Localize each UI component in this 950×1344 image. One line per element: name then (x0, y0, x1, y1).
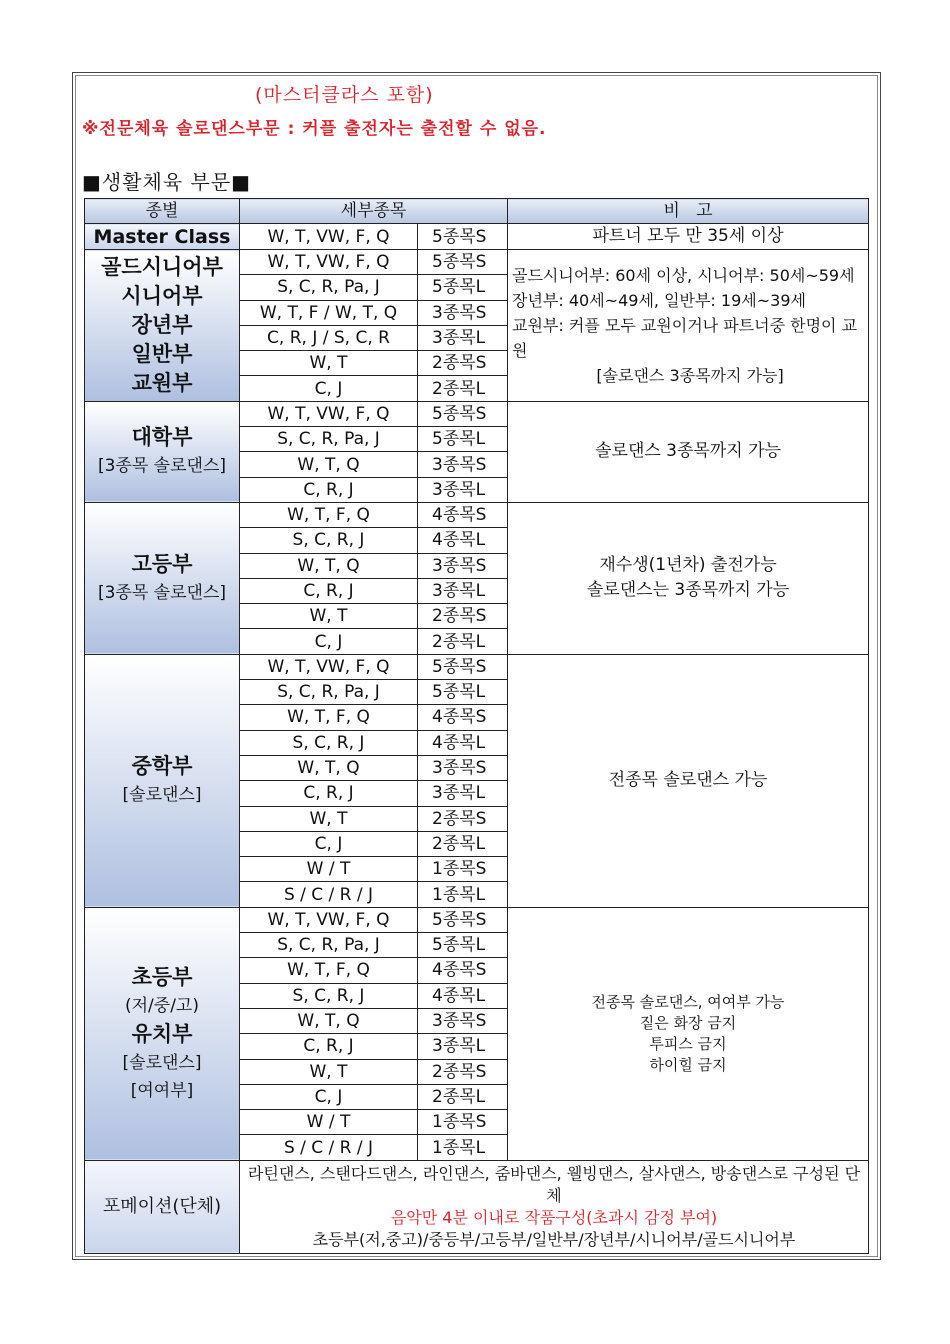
category-title: 고등부 (131, 551, 193, 576)
event-dances: W, T, Q (240, 755, 418, 780)
remark-line: 하이힐 금지 (649, 1055, 727, 1074)
formation-line1: 라틴댄스, 스탠다드댄스, 라인댄스, 줌바댄스, 웰빙댄스, 살사댄스, 방송댄스로 구성된 단체 (247, 1163, 861, 1205)
remark-line: 골드시니어부: 60세 이상, 시니어부: 50세~59세 (512, 265, 855, 285)
category-subtitle: [3종목 솔로댄스] (97, 582, 227, 603)
remarks-cell (508, 250, 869, 402)
event-count: 3종목L (418, 781, 508, 806)
formation-line2: 음악만 4분 이내로 작품구성(초과시 감정 부여) (390, 1207, 718, 1227)
event-dances: W, T, F, Q (240, 705, 418, 730)
event-dances: W, T, F / W, T, Q (240, 300, 418, 325)
table-row (85, 401, 869, 426)
remarks-cell (508, 654, 869, 907)
category-subtitle: (저/중/고) (125, 995, 199, 1016)
event-dances: W, T (240, 351, 418, 376)
category-title: 교원부 (131, 370, 193, 395)
event-count: 3종목L (418, 477, 508, 502)
event-dances: W, T, VW, F, Q (240, 224, 418, 250)
formation-line3: 초등부(저,중고)/중등부/고등부/일반부/장년부/시니어부/골드시니어부 (312, 1229, 796, 1249)
event-count: 5종목S (418, 224, 508, 250)
event-count: 2종목L (418, 831, 508, 856)
event-dances: W / T (240, 857, 418, 882)
event-count: 4종목S (418, 705, 508, 730)
table-row (85, 224, 869, 250)
event-count: 3종목S (418, 452, 508, 477)
event-count: 5종목S (418, 401, 508, 426)
event-count: 2종목S (418, 351, 508, 376)
remarks-cell (508, 224, 869, 250)
category-title: 일반부 (131, 341, 193, 366)
event-dances: S, C, R, J (240, 528, 418, 553)
event-dances: W, T, Q (240, 553, 418, 578)
remark-line: 솔로댄스 3종목까지 가능 (595, 441, 781, 462)
event-dances: W, T (240, 1059, 418, 1084)
professional-solo-note: ※전문체육 솔로댄스부문 : 커플 출전자는 출전할 수 없음. (82, 119, 547, 139)
events-table (84, 198, 869, 1254)
event-dances: S / C / R / J (240, 882, 418, 907)
remark-line: 파트너 모두 만 35세 이상 (592, 226, 784, 246)
event-dances: W, T, VW, F, Q (240, 250, 418, 275)
event-count: 5종목S (418, 250, 508, 275)
event-dances: W, T, VW, F, Q (240, 907, 418, 932)
category-title: 초등부 (131, 964, 193, 989)
remark-line: 투피스 금지 (649, 1034, 727, 1053)
table-row (85, 502, 869, 527)
event-count: 5종목L (418, 933, 508, 958)
table-row (85, 654, 869, 679)
category-title: 골드시니어부 (101, 254, 223, 279)
category-subtitle: [솔로댄스] (122, 1052, 202, 1073)
event-dances: C, J (240, 376, 418, 401)
remark-line: [솔로댄스 3종목까지 가능] (596, 365, 784, 385)
event-dances: W / T (240, 1110, 418, 1135)
event-dances: W, T, VW, F, Q (240, 654, 418, 679)
category-subtitle: [솔로댄스] (122, 785, 202, 806)
category-cell-formation: 포메이션(단체) (85, 1160, 240, 1253)
remark-line: 장년부: 40세~49세, 일반부: 19세~39세 (512, 290, 806, 310)
event-dances: C, R, J (240, 578, 418, 603)
remarks-cell (508, 502, 869, 654)
event-count: 5종목S (418, 907, 508, 932)
event-count: 5종목L (418, 427, 508, 452)
remark-line: 재수생(1년차) 출전가능 (599, 555, 777, 576)
event-count: 1종목L (418, 882, 508, 907)
table-row-formation (85, 1160, 869, 1253)
event-count: 3종목S (418, 553, 508, 578)
formation-remarks (240, 1160, 869, 1253)
event-count: 1종목S (418, 1110, 508, 1135)
event-dances: S / C / R / J (240, 1135, 418, 1160)
event-dances: C, R, J (240, 781, 418, 806)
event-count: 3종목S (418, 1008, 508, 1033)
event-count: 4종목L (418, 730, 508, 755)
category-cell (85, 654, 240, 907)
event-count: 3종목S (418, 755, 508, 780)
event-count: 4종목S (418, 958, 508, 983)
remarks-cell (508, 907, 869, 1160)
event-count: 2종목S (418, 1059, 508, 1084)
event-count: 3종목L (418, 1034, 508, 1059)
event-count: 2종목S (418, 806, 508, 831)
event-dances: W, T (240, 604, 418, 629)
event-dances: W, T, F, Q (240, 502, 418, 527)
remark-line: 솔로댄스는 3종목까지 가능 (586, 580, 790, 601)
event-dances: S, C, R, Pa, J (240, 933, 418, 958)
event-dances: S, C, R, J (240, 730, 418, 755)
category-subtitle: [3종목 솔로댄스] (97, 456, 227, 477)
event-dances: S, C, R, Pa, J (240, 680, 418, 705)
event-count: 5종목S (418, 654, 508, 679)
event-dances: W, T (240, 806, 418, 831)
event-dances: C, R, J (240, 1034, 418, 1059)
event-dances: S, C, R, Pa, J (240, 427, 418, 452)
event-dances: S, C, R, J (240, 983, 418, 1008)
masterclass-note: (마스터클라스 포함) (255, 84, 434, 106)
event-count: 4종목L (418, 528, 508, 553)
category-cell (85, 502, 240, 654)
event-dances: W, T, F, Q (240, 958, 418, 983)
event-count: 2종목L (418, 1084, 508, 1109)
event-dances: C, J (240, 1084, 418, 1109)
event-count: 5종목L (418, 275, 508, 300)
category-title: 장년부 (131, 312, 193, 337)
remark-line: 교원부: 커플 모두 교원이거나 파트너중 한명이 교원 (512, 315, 858, 360)
event-count: 2종목L (418, 376, 508, 401)
remark-line: 짙은 화장 금지 (639, 1013, 737, 1032)
event-count: 5종목L (418, 680, 508, 705)
category-cell (85, 250, 240, 402)
category-cell (85, 401, 240, 502)
category-title: 유치부 (131, 1021, 193, 1046)
remark-line: 전종목 솔로댄스, 여여부 가능 (591, 992, 785, 1011)
category-title: 시니어부 (121, 283, 203, 308)
event-dances: W, T, Q (240, 1008, 418, 1033)
category-cell (85, 907, 240, 1160)
event-dances: W, T, VW, F, Q (240, 401, 418, 426)
remark-line: 전종목 솔로댄스 가능 (608, 770, 768, 791)
event-count: 2종목L (418, 629, 508, 654)
event-count: 3종목S (418, 300, 508, 325)
table-row (85, 907, 869, 932)
event-count: 2종목S (418, 604, 508, 629)
event-count: 1종목L (418, 1135, 508, 1160)
event-dances: C, J (240, 831, 418, 856)
event-count: 4종목S (418, 502, 508, 527)
event-dances: C, J (240, 629, 418, 654)
event-count: 1종목S (418, 857, 508, 882)
event-count: 3종목L (418, 325, 508, 350)
category-title: 중학부 (131, 754, 193, 779)
header-events: 세부종목 (240, 199, 508, 224)
section-heading: ■생활체육 부문■ (82, 170, 252, 194)
event-dances: S, C, R, Pa, J (240, 275, 418, 300)
category-subtitle: [여여부] (130, 1080, 194, 1101)
header-category: 종별 (85, 199, 240, 224)
table-row (85, 250, 869, 275)
event-count: 3종목L (418, 578, 508, 603)
category-cell (85, 224, 240, 250)
event-dances: C, R, J / S, C, R (240, 325, 418, 350)
category-title: 대학부 (131, 425, 193, 450)
event-dances: C, R, J (240, 477, 418, 502)
header-remarks: 비 고 (508, 199, 869, 224)
event-count: 4종목L (418, 983, 508, 1008)
category-title: Master Class (93, 225, 231, 248)
remarks-cell (508, 401, 869, 502)
event-dances: W, T, Q (240, 452, 418, 477)
